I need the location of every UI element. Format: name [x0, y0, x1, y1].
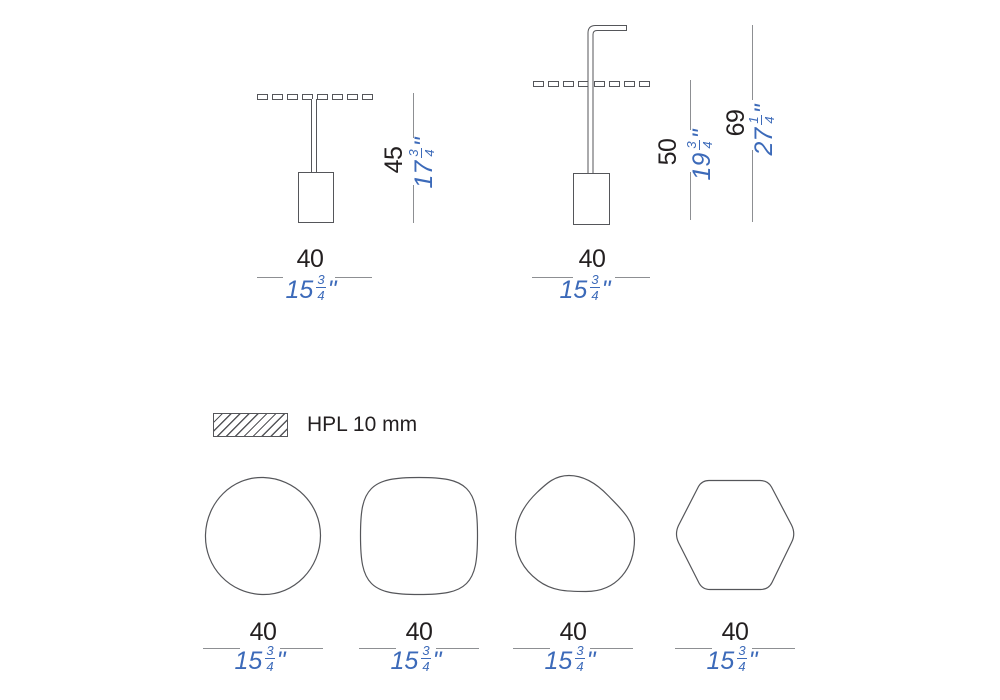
width-inch-label: 15 $\frac{3}{4}$ " — [390, 643, 442, 675]
width-cm-label: 40 — [559, 617, 587, 646]
hpl-hatch-swatch — [213, 413, 288, 437]
width-cm-label: 40 — [249, 617, 277, 646]
height-cm-label: 45 — [379, 146, 408, 174]
tabletop-shape-round — [198, 471, 328, 601]
tabletop-shape-hexagon — [669, 471, 799, 601]
width-cm-label: 40 — [296, 244, 324, 273]
top-height-inch-label: 19 3 4 " — [684, 129, 716, 181]
table-stem — [311, 99, 317, 173]
total-height-inch-label: 27 1 4 " — [746, 104, 778, 156]
tabletop-shape-triangle — [508, 471, 638, 601]
width-cm-label: 40 — [405, 617, 433, 646]
table-base — [298, 172, 334, 223]
tabletop-shape-square — [354, 471, 484, 601]
width-cm-label: 40 — [721, 617, 749, 646]
width-inch-label: 15 $\frac{3}{4}$ " — [559, 272, 611, 304]
table-base — [573, 173, 610, 225]
width-inch-label: 15 $\frac{3}{4}$ " — [544, 643, 596, 675]
width-inch-label: 15 $\frac{3}{4}$ " — [234, 643, 286, 675]
width-inch-label: 15 $\frac{3}{4}$ " — [285, 272, 337, 304]
width-inch-label: 15 $\frac{3}{4}$ " — [706, 643, 758, 675]
width-cm-label: 40 — [578, 244, 606, 273]
height-inch-label: 17 3 4 " — [406, 137, 438, 189]
top-height-cm-label: 50 — [653, 138, 682, 166]
handle-stem-outline — [575, 22, 635, 175]
material-label: HPL 10 mm — [307, 413, 418, 436]
total-height-cm-label: 69 — [721, 109, 750, 137]
